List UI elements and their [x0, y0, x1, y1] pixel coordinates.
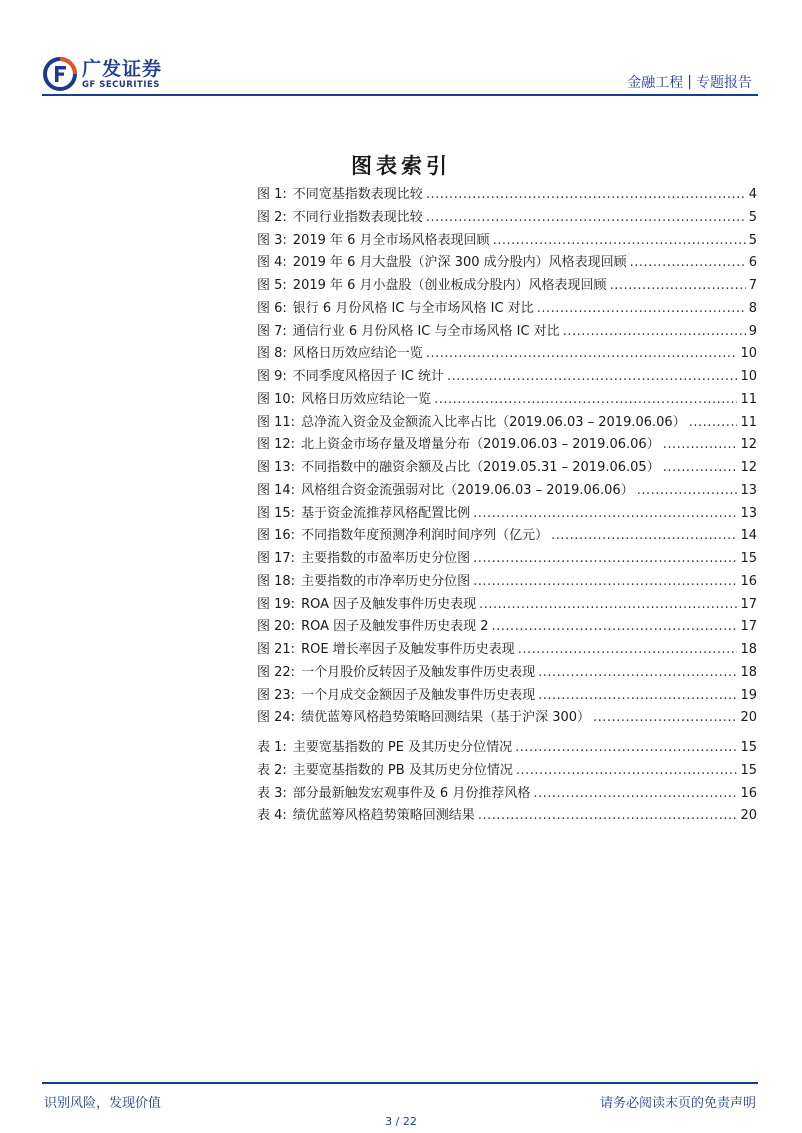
- figure-entry-number: 图 14:: [257, 482, 296, 498]
- figure-entry[interactable]: [257, 320, 757, 343]
- figure-entry[interactable]: [257, 593, 757, 616]
- figure-entry-leader-dots: [563, 324, 746, 339]
- figure-entry-title: 2019 年 6 月大盘股（沪深 300 成分股内）风格表现回顾: [292, 255, 627, 271]
- figure-entry[interactable]: [257, 706, 757, 729]
- figure-entry-page: 12: [740, 437, 757, 453]
- figure-entry-page: 20: [740, 710, 757, 726]
- figure-entry-number: 图 4:: [257, 255, 287, 271]
- figure-entry-number: 图 19:: [257, 596, 296, 612]
- figure-entry[interactable]: [257, 365, 757, 388]
- figure-entry-page: 13: [740, 482, 757, 498]
- figure-entry-page: 18: [740, 664, 757, 680]
- table-entry-leader-dots: [516, 763, 738, 778]
- figure-entry-page: 6: [748, 255, 757, 271]
- table-entry-leader-dots: [478, 808, 738, 823]
- figure-entry-leader-dots: [689, 415, 738, 430]
- figure-entry-leader-dots: [637, 483, 738, 498]
- figure-entry-leader-dots: [434, 392, 737, 407]
- figure-entry-page: 15: [740, 551, 757, 566]
- report-type: 专题报告: [696, 75, 752, 91]
- figure-entry-leader-dots: [538, 665, 737, 680]
- figure-entry-leader-dots: [447, 369, 737, 384]
- figure-entry-leader-dots: [538, 688, 737, 703]
- figure-entry-page: 12: [740, 460, 757, 475]
- table-entry[interactable]: [257, 804, 757, 827]
- figure-entry-leader-dots: [426, 187, 746, 202]
- figure-entry[interactable]: [257, 206, 757, 229]
- figure-entry[interactable]: [257, 297, 757, 320]
- table-entry-number: 表 1:: [257, 740, 287, 755]
- header-divider: [42, 94, 758, 96]
- page-number: 3 / 22: [385, 1115, 417, 1128]
- figure-entry-page: 5: [748, 232, 757, 248]
- figure-entry-page: 11: [740, 414, 757, 430]
- figure-entry[interactable]: [257, 638, 757, 661]
- figure-entry-title: 基于资金流推荐风格配置比例: [301, 505, 471, 521]
- figure-entry-leader-dots: [518, 642, 738, 657]
- figure-entry-leader-dots: [473, 506, 737, 521]
- figure-entry-title: 通信行业 6 月份风格 IC 与全市场风格 IC 对比: [292, 323, 560, 339]
- table-entry[interactable]: [257, 736, 757, 759]
- figure-entry-page: 19: [740, 687, 757, 703]
- table-entry-page: 20: [740, 808, 757, 824]
- figure-entry-title: 风格日历效应结论一览: [292, 346, 423, 362]
- gf-logo-icon: [42, 56, 78, 92]
- figure-entry-title: 风格组合资金流强弱对比（2019.06.03 – 2019.06.06）: [301, 482, 634, 498]
- figure-entry-number: 图 6:: [257, 300, 287, 316]
- figure-entry-number: 图 12:: [257, 437, 296, 453]
- figure-entry[interactable]: [257, 251, 757, 274]
- logo-english-name: GF SECURITIES: [82, 80, 160, 90]
- figure-entry-page: 17: [740, 619, 757, 635]
- figure-entry-title: ROE 增长率因子及触发事件历史表现: [301, 642, 515, 657]
- figure-entry-number: 图 8:: [257, 346, 287, 362]
- table-entry-page: 15: [740, 740, 757, 755]
- table-entry[interactable]: [257, 759, 757, 782]
- figure-entry-title: 风格日历效应结论一览: [301, 391, 432, 407]
- figure-entry-leader-dots: [593, 710, 737, 725]
- figure-entry[interactable]: [257, 456, 757, 479]
- figure-entry[interactable]: [257, 479, 757, 502]
- figure-entry[interactable]: [257, 684, 757, 707]
- table-entry-title: 绩优蓝筹风格趋势策略回测结果: [292, 808, 475, 824]
- figure-entry-title: 总净流入资金及金额流入比率占比（2019.06.03 – 2019.06.06）: [301, 414, 686, 430]
- figure-entry-number: 图 21:: [257, 642, 296, 657]
- figure-entry-page: 13: [740, 505, 757, 521]
- figure-entry-number: 图 20:: [257, 619, 296, 635]
- figure-entry-number: 图 23:: [257, 687, 296, 703]
- figure-entry-number: 图 13:: [257, 460, 296, 475]
- footer-divider: [42, 1082, 758, 1084]
- figure-entry-leader-dots: [473, 574, 737, 589]
- figure-entry-page: 9: [748, 323, 757, 339]
- figure-entry[interactable]: [257, 342, 757, 365]
- figure-entry-page: 18: [740, 642, 757, 657]
- table-entry-number: 表 4:: [257, 808, 287, 824]
- figure-entry[interactable]: [257, 661, 757, 684]
- section-name: 金融工程: [627, 75, 684, 91]
- report-category: [627, 72, 752, 92]
- table-entry-title: 部分最新触发宏观事件及 6 月份推荐风格: [292, 785, 531, 801]
- header-separator: |: [687, 74, 692, 90]
- table-entry-page: 16: [740, 785, 757, 801]
- figure-entry-page: 16: [740, 573, 757, 589]
- page-header: [0, 0, 802, 100]
- figure-entry-number: 图 9:: [257, 369, 287, 384]
- figure-entry-title: 不同宽基指数表现比较: [292, 187, 423, 202]
- figure-entry-title: 不同行业指数表现比较: [292, 209, 423, 225]
- figure-entry-leader-dots: [663, 460, 738, 475]
- figure-entry-title: 2019 年 6 月全市场风格表现回顾: [292, 232, 490, 248]
- footer-disclaimer-note: 请务必阅读末页的免责声明: [599, 1096, 756, 1111]
- figure-entry-title: 一个月成交金额因子及触发事件历史表现: [301, 687, 536, 703]
- figure-entry-page: 17: [740, 596, 757, 612]
- figure-entry-number: 图 24:: [257, 710, 296, 726]
- figure-entry[interactable]: [257, 615, 757, 638]
- figure-entry-page: 14: [740, 528, 757, 544]
- figure-entry-number: 图 5:: [257, 278, 287, 293]
- figure-entry[interactable]: [257, 433, 757, 456]
- figure-entry-title: 主要指数的市净率历史分位图: [301, 573, 471, 589]
- figure-entry-leader-dots: [493, 233, 746, 248]
- figure-entry-number: 图 7:: [257, 323, 287, 339]
- figure-entry[interactable]: [257, 524, 757, 547]
- table-entry-page: 15: [740, 762, 757, 778]
- table-entry[interactable]: [257, 782, 757, 805]
- figure-entry[interactable]: [257, 547, 757, 570]
- figure-entry[interactable]: [257, 502, 757, 525]
- figure-entry-title: 银行 6 月份风格 IC 与全市场风格 IC 对比: [292, 300, 534, 316]
- figure-entry-number: 图 1:: [257, 187, 287, 202]
- logo-chinese-name: 广发证券: [82, 58, 163, 80]
- figure-entry-leader-dots: [426, 346, 738, 361]
- figure-entry-number: 图 17:: [257, 551, 296, 566]
- figure-entry-title: 不同指数年度预测净利润时间序列（亿元）: [301, 528, 549, 544]
- figure-entry-page: 10: [740, 346, 757, 362]
- figure-entry-number: 图 15:: [257, 505, 296, 521]
- footer-slogan: 识别风险，发现价值: [44, 1096, 162, 1111]
- table-entry-title: 主要宽基指数的 PE 及其历史分位情况: [292, 740, 513, 755]
- figure-entry[interactable]: [257, 274, 757, 297]
- figure-entry-leader-dots: [479, 597, 737, 612]
- figure-entry-page: 11: [740, 391, 757, 407]
- figure-entry[interactable]: [257, 388, 757, 411]
- figure-index-list: [257, 183, 757, 729]
- figure-entry-number: 图 11:: [257, 414, 296, 430]
- table-entry-number: 表 2:: [257, 762, 287, 778]
- figure-entry-title: 北上资金市场存量及增量分布（2019.06.03 – 2019.06.06）: [301, 437, 660, 453]
- figure-entry-title: ROA 因子及触发事件历史表现 2: [301, 619, 489, 635]
- figure-entry-leader-dots: [663, 437, 738, 452]
- figure-entry-number: 图 18:: [257, 573, 296, 589]
- figure-entry-leader-dots: [551, 528, 737, 543]
- figure-entry-number: 图 16:: [257, 528, 296, 544]
- figure-entry-number: 图 3:: [257, 232, 287, 248]
- figure-entry-title: 不同季度风格因子 IC 统计: [292, 369, 444, 384]
- figure-entry-leader-dots: [473, 551, 737, 566]
- figure-entry-number: 图 10:: [257, 391, 296, 407]
- figure-entry[interactable]: [257, 570, 757, 593]
- figure-entry-number: 图 22:: [257, 664, 296, 680]
- figure-entry-title: ROA 因子及触发事件历史表现: [301, 596, 477, 612]
- figure-entry-page: 5: [748, 209, 757, 225]
- table-index-list: [257, 736, 757, 827]
- figure-entry-page: 4: [748, 187, 757, 202]
- figure-entry-number: 图 2:: [257, 209, 287, 225]
- figure-entry-leader-dots: [492, 619, 738, 634]
- figure-entry-title: 主要指数的市盈率历史分位图: [301, 551, 471, 566]
- figure-entry-leader-dots: [426, 210, 746, 225]
- table-entry-leader-dots: [515, 740, 737, 755]
- figure-entry-page: 7: [748, 278, 757, 293]
- figure-entry[interactable]: [257, 183, 757, 206]
- figure-entry-leader-dots: [537, 301, 746, 316]
- figure-entry-title: 2019 年 6 月小盘股（创业板成分股内）风格表现回顾: [292, 278, 607, 293]
- figure-entry-title: 不同指数中的融资余额及占比（2019.05.31 – 2019.06.05）: [301, 460, 660, 475]
- figure-entry-title: 绩优蓝筹风格趋势策略回测结果（基于沪深 300）: [301, 710, 591, 726]
- gf-securities-logo: [42, 56, 162, 92]
- table-entry-leader-dots: [533, 786, 737, 801]
- figure-entry-leader-dots: [630, 255, 746, 270]
- figure-entry[interactable]: [257, 411, 757, 434]
- figure-entry[interactable]: [257, 229, 757, 252]
- figure-entry-page: 10: [740, 369, 757, 384]
- page-title: 图表索引: [351, 153, 451, 178]
- figure-entry-leader-dots: [610, 278, 746, 293]
- table-entry-title: 主要宽基指数的 PB 及其历史分位情况: [292, 762, 513, 778]
- figure-entry-title: 一个月股价反转因子及触发事件历史表现: [301, 664, 536, 680]
- table-entry-number: 表 3:: [257, 785, 287, 801]
- figure-entry-page: 8: [748, 300, 757, 316]
